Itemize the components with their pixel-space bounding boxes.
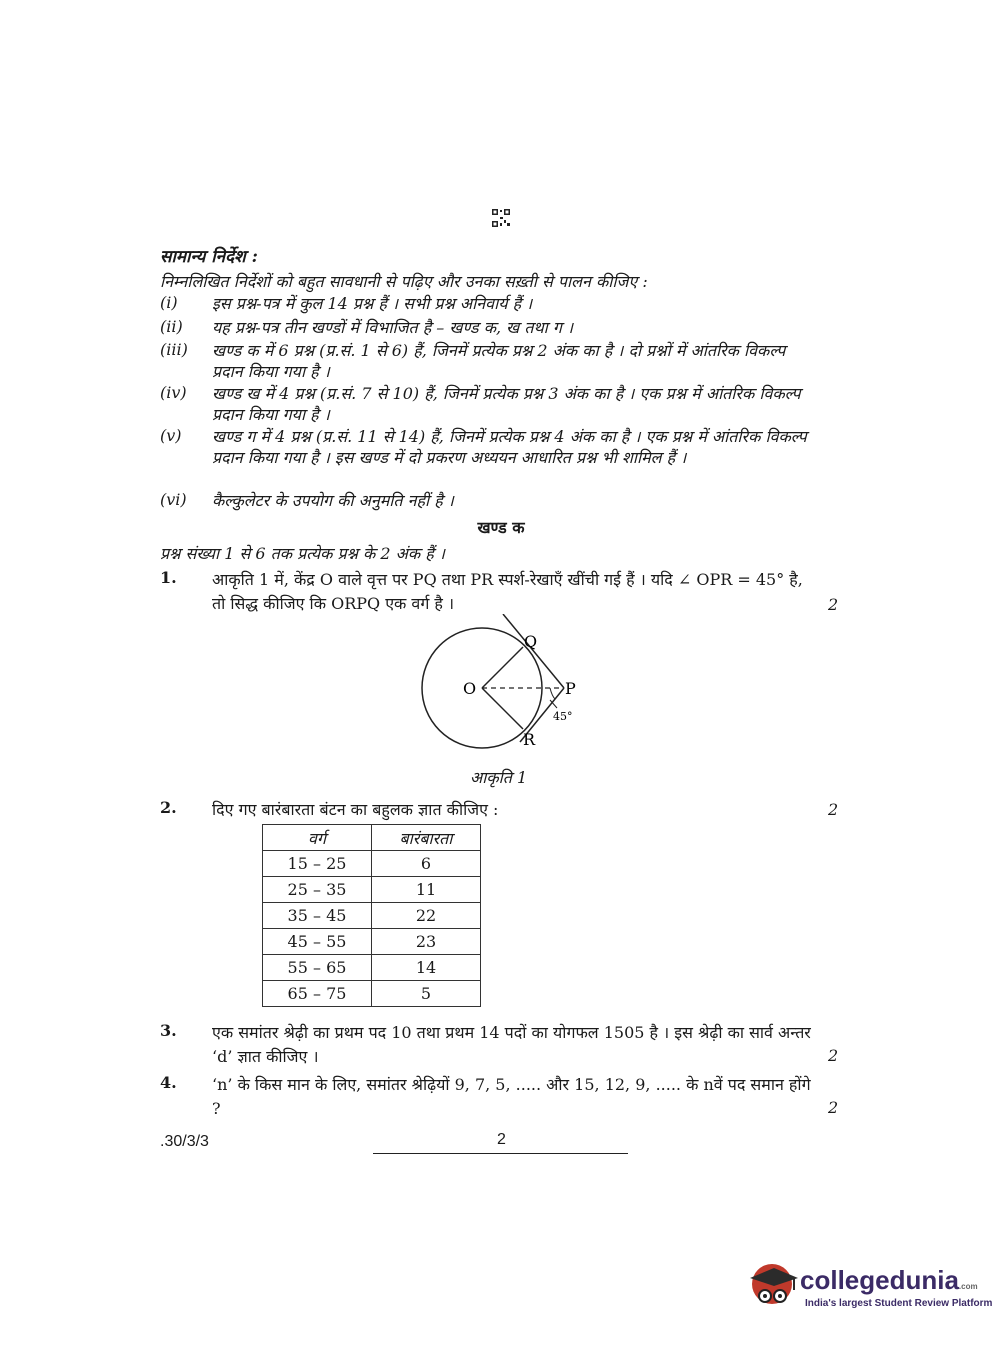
table-cell: 14 [372, 955, 481, 981]
column-header: बारंबारता [372, 825, 481, 851]
question-marks: 2 [828, 1098, 839, 1117]
label-p: P [565, 679, 576, 698]
tangent-pq [503, 614, 564, 688]
label-q: Q [524, 632, 538, 651]
instruction-number: (ii) [160, 317, 183, 336]
instruction-item [160, 490, 820, 512]
collegedunia-logo-icon [744, 1254, 802, 1312]
angle-arc [550, 688, 555, 699]
table-row [263, 981, 481, 1007]
question-marks: 2 [828, 595, 839, 614]
instruction-number: (vi) [160, 490, 187, 509]
question-text: एक समांतर श्रेढ़ी का प्रथम पद 10 तथा प्रथम 14 पदों का योगफल 1505 है । इस श्रेढ़ी का सार्व अन्तर ‘d’ ज्ञात कीजिए । [212, 1023, 811, 1066]
instruction-item [160, 383, 820, 427]
instruction-text: खण्ड क में 6 प्रश्न (प्र.सं. 1 से 6) हैं, जिनमें प्रत्येक प्रश्न 2 अंक का है । दो प्रश्नों में आंतरिक विकल्प प्रदान किया गया है । [212, 341, 786, 381]
question-marks: 2 [828, 1046, 839, 1065]
table-row [263, 929, 481, 955]
qr-code-icon [491, 208, 511, 228]
section-title: खण्ड क [477, 518, 525, 537]
instruction-item [160, 317, 820, 339]
figure-caption: आकृति 1 [470, 768, 528, 787]
question-text: दिए गए बारंबारता बंटन का बहुलक ज्ञात कीजिए : [212, 800, 499, 819]
instructions-intro: निम्नलिखित निर्देशों को बहुत सावधानी से पढ़िए और उनका सख़्ती से पालन कीजिए : [160, 272, 648, 291]
instruction-number: (iii) [160, 340, 188, 359]
table-cell: 45 – 55 [263, 929, 372, 955]
tangent-figure [410, 614, 590, 764]
table-cell: 11 [372, 877, 481, 903]
table-row [263, 851, 481, 877]
question-number: 4. [160, 1073, 177, 1092]
brand-tagline: India's largest Student Review Platform [805, 1298, 993, 1309]
table-cell: 23 [372, 929, 481, 955]
column-header: वर्ग [263, 825, 372, 851]
question-number: 2. [160, 798, 177, 817]
instruction-text: कैल्कुलेटर के उपयोग की अनुमति नहीं है । [212, 491, 454, 510]
page-number: 2 [497, 1131, 506, 1148]
table-header-row [263, 825, 481, 851]
brand-name [800, 1265, 978, 1296]
question-number: 1. [160, 568, 177, 587]
question-text: आकृति 1 में, केंद्र O वाले वृत्त पर PQ तथा PR स्पर्श-रेखाएँ खींची गई हैं । यदि ∠ OPR = 45° है, तो सिद्ध कीजिए कि ORPQ एक वर्ग है । [212, 570, 803, 613]
instruction-item [160, 426, 820, 490]
question-number: 3. [160, 1021, 177, 1040]
brand-suffix: .com [958, 1282, 978, 1291]
instruction-text: खण्ड ग में 4 प्रश्न (प्र.सं. 11 से 14) हैं, जिनमें प्रत्येक प्रश्न 4 अंक का है । एक प्रश्न में आंतरिक विकल्प प्रदान किया गया है । इस खण्ड में दो प्रकरण अध्ययन आधारित प्रश्न भी शामिल हैं । [212, 427, 807, 467]
general-instructions-heading: सामान्य निर्देश : [160, 247, 258, 267]
table-cell: 22 [372, 903, 481, 929]
angle-label: 45° [553, 710, 573, 723]
instruction-text: इस प्रश्न-पत्र में कुल 14 प्रश्न हैं । सभी प्रश्न अनिवार्य हैं । [212, 294, 533, 313]
table-cell: 5 [372, 981, 481, 1007]
label-r: R [523, 730, 536, 749]
table-row [263, 877, 481, 903]
table-cell: 55 – 65 [263, 955, 372, 981]
table-cell: 25 – 35 [263, 877, 372, 903]
instruction-number: (iv) [160, 383, 187, 402]
instruction-text: खण्ड ख में 4 प्रश्न (प्र.सं. 7 से 10) हैं, जिनमें प्रत्येक प्रश्न 3 अंक का है । एक प्रश्न में आंतरिक विकल्प प्रदान किया गया है । [212, 384, 801, 424]
table-cell: 15 – 25 [263, 851, 372, 877]
table-cell: 35 – 45 [263, 903, 372, 929]
instruction-item [160, 340, 820, 384]
table-row [263, 955, 481, 981]
radius-oq [482, 647, 523, 688]
frequency-table [262, 824, 481, 1007]
paper-code: .30/3/3 [160, 1133, 209, 1150]
question-marks: 2 [828, 800, 839, 819]
table-cell: 6 [372, 851, 481, 877]
footer-divider [373, 1153, 628, 1154]
table-cell: 65 – 75 [263, 981, 372, 1007]
instruction-number: (i) [160, 293, 178, 312]
brand-name-text: collegedunia [800, 1265, 959, 1295]
instruction-text: यह प्रश्न-पत्र तीन खण्डों में विभाजित है – खण्ड क, ख तथा ग । [212, 318, 574, 337]
section-subtitle: प्रश्न संख्या 1 से 6 तक प्रत्येक प्रश्न के 2 अंक हैं । [160, 544, 445, 563]
table-row [263, 903, 481, 929]
instruction-item [160, 293, 820, 315]
radius-or [482, 688, 523, 729]
label-o: O [463, 679, 477, 698]
question-text: ‘n’ के किस मान के लिए, समांतर श्रेढ़ियों 9, 7, 5, ..... और 15, 12, 9, ..... के nवें पद समान होंगे ? [212, 1075, 811, 1118]
instruction-number: (v) [160, 426, 182, 445]
